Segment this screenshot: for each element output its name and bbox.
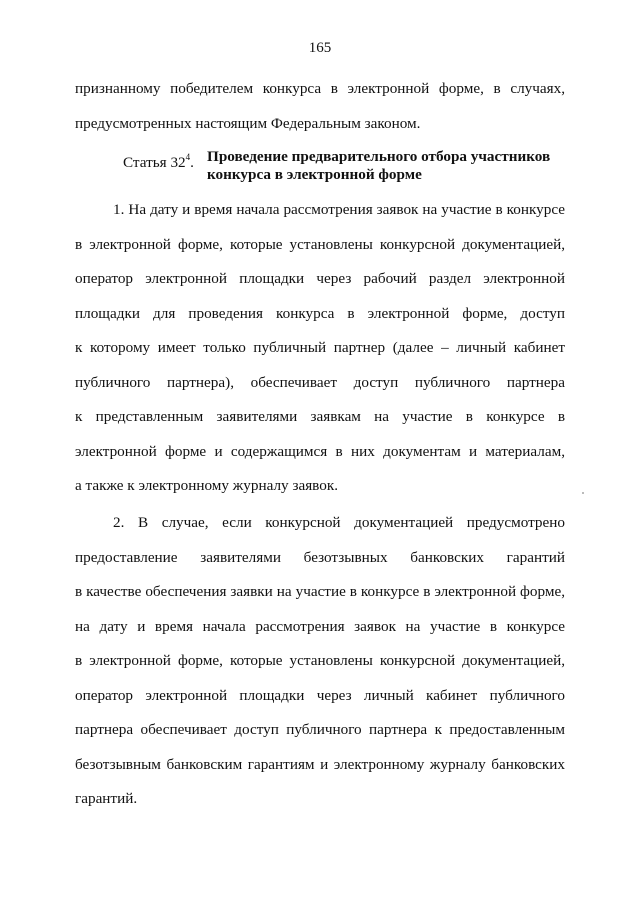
article-title-line: конкурса в электронной форме bbox=[207, 166, 422, 183]
intro-paragraph bbox=[75, 72, 565, 141]
article-title-line: Проведение предварительного отбора участников bbox=[207, 148, 551, 165]
text-line: оператор электронной площадки через личный кабинет публичного bbox=[75, 686, 565, 704]
text-line: электронной форме и содержащимся в них документам и материалам, bbox=[75, 442, 565, 460]
text-line: безотзывным банковским гарантиям и электронному журналу банковских bbox=[75, 755, 565, 773]
text-line: 2. В случае, если конкурсной документацией предусмотрено bbox=[113, 514, 565, 531]
text-line: площадки для проведения конкурса в электронной форме, доступ bbox=[75, 304, 565, 322]
scan-speck bbox=[582, 492, 584, 494]
text-line: в электронной форме, которые установлены конкурсной документацией, bbox=[75, 652, 565, 669]
text-line: гарантий. bbox=[75, 790, 138, 807]
paragraph-1 bbox=[75, 193, 565, 504]
article-superscript: 4 bbox=[185, 152, 191, 162]
article-label: Статья $32^4$. bbox=[123, 152, 194, 171]
text-line: к представленным заявителями заявкам на участие в конкурсе в bbox=[75, 408, 565, 425]
text-line: предоставление заявителями безотзывных банковских гарантий bbox=[75, 548, 565, 566]
text-line: в качестве обеспечения заявки на участие в конкурсе в электронной форме, bbox=[75, 583, 565, 600]
page-number: 165 bbox=[308, 40, 332, 56]
text-line: оператор электронной площадки через рабочий раздел электронной bbox=[75, 270, 565, 287]
text-line: партнера обеспечивает доступ публичного партнера к предоставленным bbox=[75, 721, 565, 738]
text-line: признанному победителем конкурса в электронной форме, в случаях, bbox=[75, 80, 565, 97]
text-line: в электронной форме, которые установлены конкурсной документацией, bbox=[75, 235, 565, 253]
text-line: предусмотренных настоящим Федеральным законом. bbox=[75, 114, 421, 132]
text-line: публичного партнера), обеспечивает доступ публичного партнера bbox=[75, 373, 565, 391]
text-line: на дату и время начала рассмотрения заявок на участие в конкурсе bbox=[75, 617, 565, 635]
article-title bbox=[207, 148, 567, 184]
text-line: к которому имеет только публичный партнер (далее – личный кабинет bbox=[75, 339, 565, 356]
text-line: а также к электронному журналу заявок. bbox=[75, 477, 339, 494]
text-line: 1. На дату и время начала рассмотрения заявок на участие в конкурсе bbox=[113, 201, 565, 218]
paragraph-2 bbox=[75, 506, 565, 817]
